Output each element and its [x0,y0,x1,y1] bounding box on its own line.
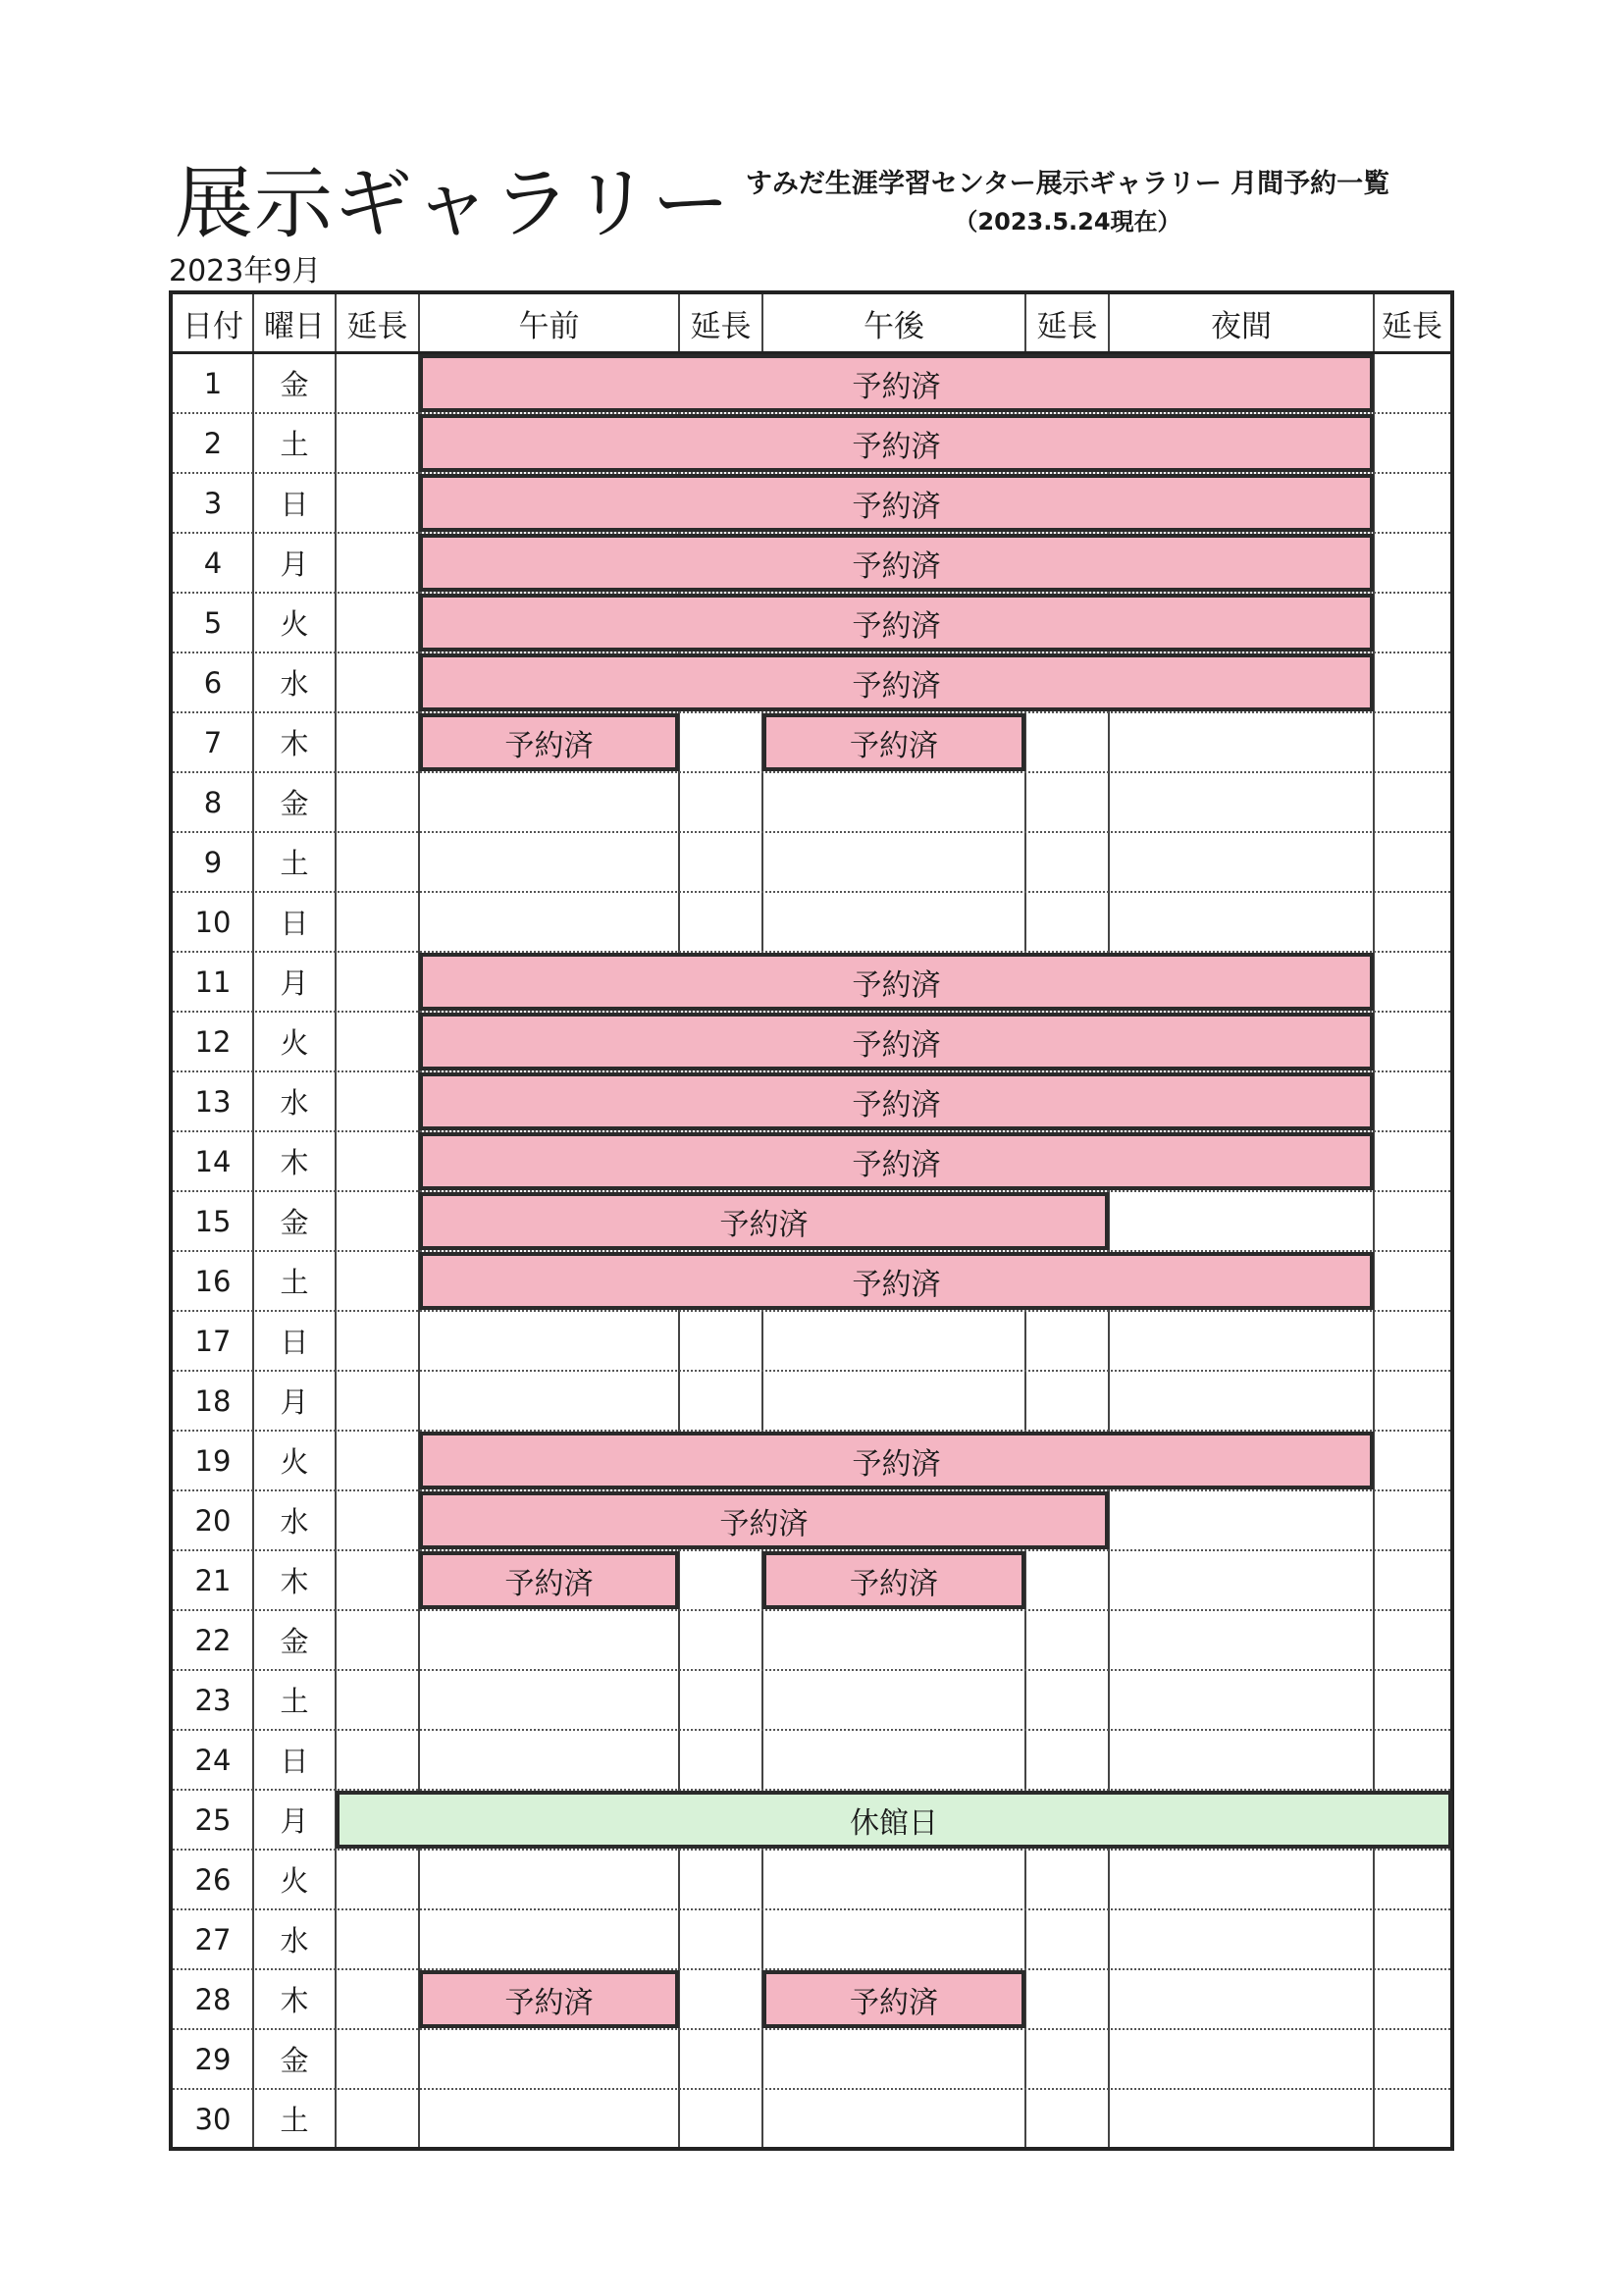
weekday: 木 [280,1565,309,1598]
weekday: 火 [280,1026,309,1060]
weekday: 月 [280,1385,309,1419]
row-divider [173,1908,1450,1910]
day-number: 30 [194,2102,232,2136]
weekday: 月 [280,966,309,1000]
row-divider [173,1370,1450,1372]
header-night: 夜間 [1211,308,1272,344]
weekday: 水 [280,667,309,701]
weekday: 土 [280,428,309,461]
day-number: 14 [194,1144,232,1178]
weekday: 日 [280,1745,309,1778]
header-morning: 午前 [518,308,580,344]
reserved-block[interactable]: 予約済 [419,534,1374,592]
reserved-block[interactable]: 予約済 [419,354,1374,412]
day-number: 28 [194,1982,232,2016]
closed-day-block[interactable]: 休館日 [336,1791,1452,1849]
reserved-block[interactable]: 予約済 [419,1432,1374,1489]
reserved-block[interactable]: 予約済 [419,1072,1374,1130]
row-divider [173,1310,1450,1312]
reserved-block[interactable]: 予約済 [419,953,1374,1011]
day-number: 22 [194,1623,232,1657]
row-divider [173,771,1450,773]
weekday: 火 [280,1864,309,1898]
document-subtitle: すみだ生涯学習センター展示ギャラリー 月間予約一覧 [745,169,1390,199]
weekday: 土 [280,2104,309,2137]
day-number: 5 [203,605,223,640]
reserved-block[interactable]: 予約済 [762,1551,1025,1609]
day-number: 1 [203,366,223,400]
as-of-date: （2023.5.24現在） [954,208,1181,235]
day-number: 17 [194,1324,232,1358]
header-ext3: 延長 [1036,308,1098,344]
day-number: 25 [194,1802,232,1837]
reserved-block[interactable]: 予約済 [419,594,1374,652]
day-number: 13 [194,1084,232,1119]
reserved-block[interactable]: 予約済 [419,1551,679,1609]
weekday: 日 [280,1326,309,1359]
row-divider [173,1609,1450,1611]
day-number: 8 [203,785,223,819]
day-number: 19 [194,1443,232,1478]
day-number: 29 [194,2042,232,2076]
row-divider [173,1669,1450,1671]
weekday: 水 [280,1086,309,1120]
row-divider [173,1729,1450,1731]
day-number: 4 [203,546,223,580]
day-number: 2 [203,426,223,460]
weekday: 火 [280,1445,309,1479]
reserved-block[interactable]: 予約済 [419,713,679,771]
month-label: 2023年9月 [169,254,322,288]
day-number: 12 [194,1024,232,1059]
day-number: 3 [203,486,223,520]
header-ext2: 延長 [690,308,752,344]
weekday: 金 [280,1625,309,1658]
day-number: 26 [194,1862,232,1897]
reserved-block[interactable]: 予約済 [419,1970,679,2028]
row-divider [173,891,1450,893]
day-number: 21 [194,1563,232,1597]
reserved-block[interactable]: 予約済 [419,1192,1109,1250]
page-title: 展示ギャラリー [175,158,731,249]
day-number: 23 [194,1683,232,1717]
reserved-block[interactable]: 予約済 [419,474,1374,532]
header-ext4: 延長 [1382,308,1442,344]
weekday: 日 [280,488,309,521]
reserved-block[interactable]: 予約済 [419,414,1374,472]
day-number: 15 [194,1204,232,1238]
day-number: 9 [203,845,223,879]
weekday: 金 [280,2044,309,2077]
reserved-block[interactable]: 予約済 [419,1132,1374,1190]
weekday: 木 [280,1984,309,2017]
day-number: 27 [194,1922,232,1957]
day-number: 7 [203,725,223,759]
row-divider [173,1849,1450,1851]
day-number: 6 [203,665,223,700]
reserved-block[interactable]: 予約済 [419,653,1374,711]
weekday: 月 [280,1804,309,1838]
row-divider [173,2028,1450,2030]
weekday: 火 [280,607,309,641]
header-afternoon: 午後 [864,308,924,344]
day-number: 11 [194,965,232,999]
weekday: 日 [280,907,309,940]
weekday: 土 [280,847,309,880]
day-number: 10 [194,905,232,939]
day-number: 20 [194,1503,232,1538]
weekday: 水 [280,1505,309,1539]
reserved-block[interactable]: 予約済 [762,1970,1025,2028]
weekday: 水 [280,1924,309,1957]
day-number: 18 [194,1383,232,1418]
day-number: 16 [194,1264,232,1298]
weekday: 土 [280,1266,309,1299]
reserved-block[interactable]: 予約済 [762,713,1025,771]
row-divider [173,831,1450,833]
day-number: 24 [194,1743,232,1777]
row-divider [173,2088,1450,2090]
weekday: 金 [280,368,309,401]
reserved-block[interactable]: 予約済 [419,1013,1374,1070]
header-weekday: 曜日 [264,308,325,344]
weekday: 月 [280,548,309,581]
header-ext1: 延長 [346,308,408,344]
reserved-block[interactable]: 予約済 [419,1491,1109,1549]
weekday: 木 [280,727,309,760]
reserved-block[interactable]: 予約済 [419,1252,1374,1310]
weekday: 金 [280,1206,309,1239]
header-day: 日付 [183,308,243,344]
weekday: 金 [280,787,309,820]
weekday: 土 [280,1685,309,1718]
weekday: 木 [280,1146,309,1179]
